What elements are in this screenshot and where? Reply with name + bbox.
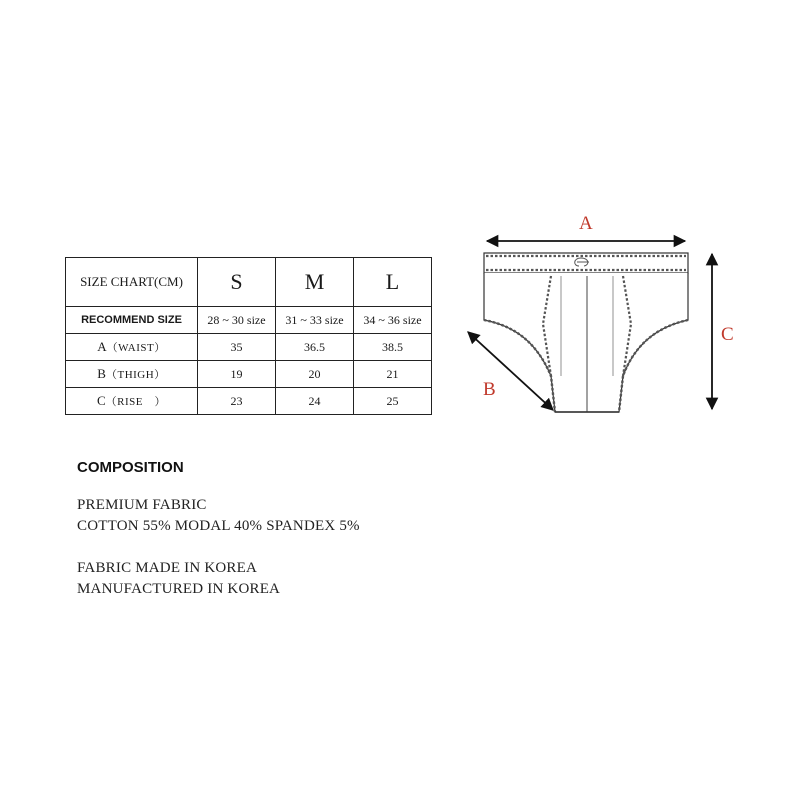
made-in-line-1: FABRIC MADE IN KOREA: [77, 560, 257, 576]
recommend-size-label: RECOMMEND SIZE: [66, 307, 198, 334]
table-row: [66, 307, 432, 334]
thigh-name: （THIGH）: [105, 369, 166, 381]
recommend-size-s: 28 ~ 30 size: [198, 307, 276, 334]
rise-m: 24: [276, 388, 354, 415]
rise-l: 25: [354, 388, 432, 415]
label-a: A: [579, 213, 593, 234]
thigh-s: 19: [198, 361, 276, 388]
waist-s: 35: [198, 334, 276, 361]
waist-l: 38.5: [354, 334, 432, 361]
fabric-detail: COTTON 55% MODAL 40% SPANDEX 5%: [77, 518, 360, 534]
size-s-header: S: [198, 258, 276, 307]
rise-s: 23: [198, 388, 276, 415]
rise-label: [66, 388, 198, 415]
brief-measurement-diagram: [455, 200, 755, 430]
fabric-title: PREMIUM FABRIC: [77, 497, 207, 513]
made-in-line-2: MANUFACTURED IN KOREA: [77, 581, 281, 597]
brief-outline: [484, 253, 688, 412]
label-c: C: [721, 324, 734, 345]
thigh-m: 20: [276, 361, 354, 388]
rise-letter: C: [96, 393, 106, 408]
thigh-label: [66, 361, 198, 388]
waist-m: 36.5: [276, 334, 354, 361]
waist-letter: A: [97, 339, 107, 354]
recommend-size-l: 34 ~ 36 size: [354, 307, 432, 334]
waist-name: （WAIST）: [106, 342, 166, 354]
size-chart-header-row: [66, 258, 432, 307]
size-chart-title: SIZE CHART(CM): [66, 258, 198, 307]
thigh-l: 21: [354, 361, 432, 388]
size-l-header: L: [354, 258, 432, 307]
table-row: [66, 334, 432, 361]
thigh-letter: B: [97, 366, 106, 381]
label-b: B: [483, 379, 496, 400]
table-row: [66, 361, 432, 388]
waist-label: [66, 334, 198, 361]
rise-name: （RISE ）: [105, 396, 166, 408]
size-m-header: M: [276, 258, 354, 307]
table-row: [66, 388, 432, 415]
composition-heading: COMPOSITION: [77, 459, 184, 476]
size-chart-table: [65, 257, 432, 415]
recommend-size-m: 31 ~ 33 size: [276, 307, 354, 334]
